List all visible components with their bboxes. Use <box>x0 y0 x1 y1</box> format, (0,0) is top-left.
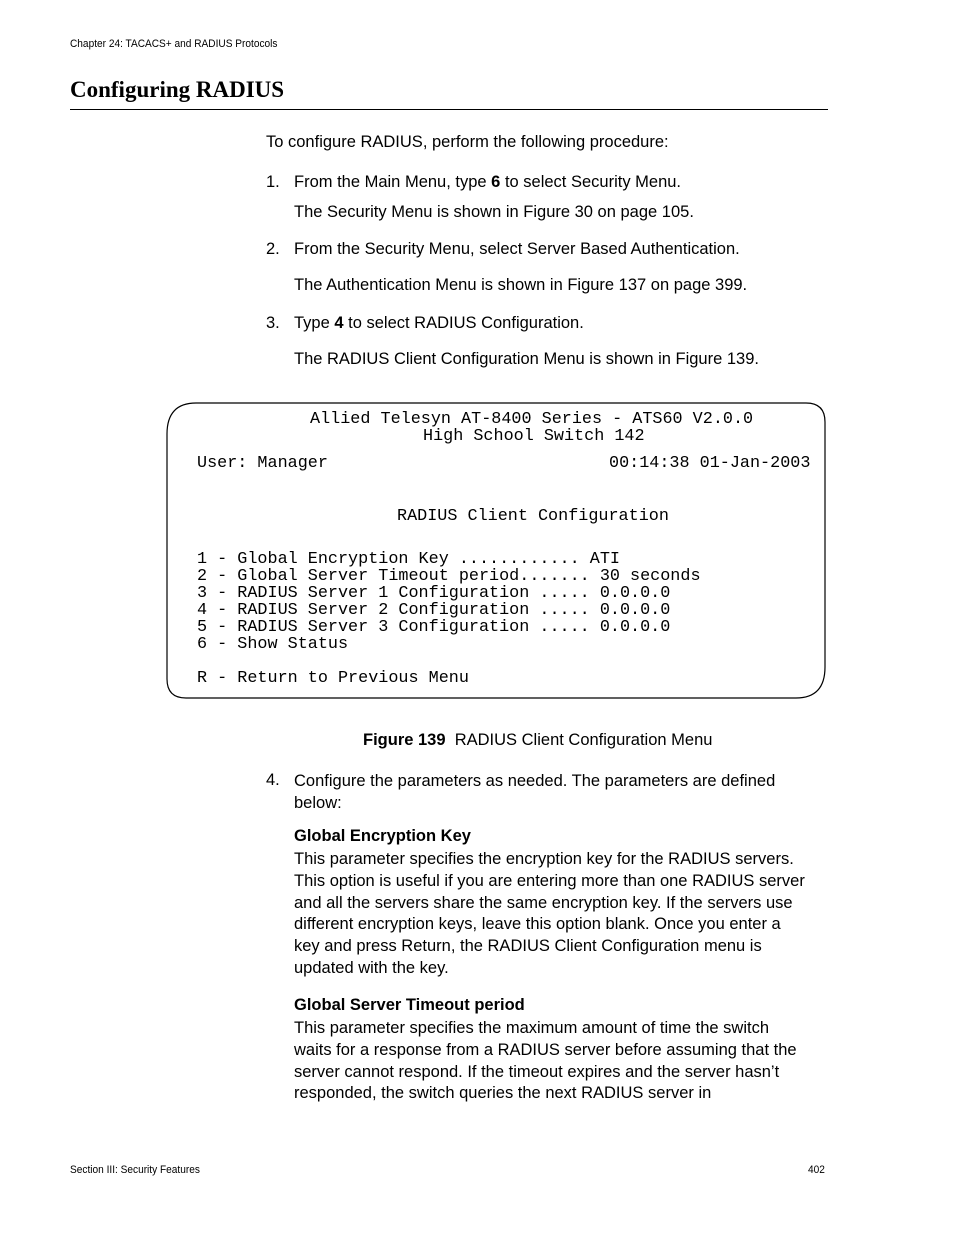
figure-label: Figure 139 <box>363 731 446 749</box>
step-number: 4. <box>266 771 280 789</box>
step-number: 1. <box>266 173 280 191</box>
figure-title: RADIUS Client Configuration Menu <box>454 731 713 749</box>
terminal-menu-item: 2 - Global Server Timeout period....... 30 seconds <box>197 567 701 586</box>
step-text: From the Main Menu, type 6 to select Security Menu. <box>294 173 682 191</box>
terminal-datetime: 00:14:38 01-Jan-2003 <box>609 454 811 473</box>
intro-text: To configure RADIUS, perform the following procedure: <box>266 133 669 151</box>
param-description: This parameter specifies the maximum amount of time the switch waits for a response from a RADIUS server before assuming that the server cannot respond. If the timeout expires and the server hasn’t responded, the switch queries the next RADIUS server in <box>294 1019 797 1103</box>
title-rule <box>70 109 828 110</box>
section-title: Configuring RADIUS <box>70 77 285 102</box>
footer-section: Section III: Security Features <box>70 1164 200 1176</box>
param-name: Global Server Timeout period <box>294 996 525 1014</box>
terminal-return-item: R - Return to Previous Menu <box>197 669 469 688</box>
terminal-user: User: Manager <box>197 454 328 473</box>
step-note: The Authentication Menu is shown in Figure 137 on page 399. <box>294 276 748 294</box>
step-number: 2. <box>266 240 280 258</box>
running-header: Chapter 24: TACACS+ and RADIUS Protocols <box>70 38 278 50</box>
terminal-menu-item: 4 - RADIUS Server 2 Configuration ..... 0.0.0.0 <box>197 601 671 620</box>
terminal-menu-item: 3 - RADIUS Server 1 Configuration ..... 0.0.0.0 <box>197 584 671 603</box>
terminal-screen <box>166 402 826 699</box>
step-note: The Security Menu is shown in Figure 30 on page 105. <box>294 203 694 221</box>
param-name: Global Encryption Key <box>294 827 471 845</box>
step-note: The RADIUS Client Configuration Menu is shown in Figure 139. <box>294 350 759 368</box>
page-number: 402 <box>808 1164 825 1176</box>
terminal-switch-name: High School Switch 142 <box>423 427 645 446</box>
step-text: From the Security Menu, select Server Based Authentication. <box>294 240 740 258</box>
terminal-menu-item: 1 - Global Encryption Key ............ ATI <box>197 550 620 569</box>
figure-caption <box>363 731 712 750</box>
terminal-banner: Allied Telesyn AT-8400 Series - ATS60 V2.0.0 <box>310 410 754 429</box>
step-number: 3. <box>266 314 280 332</box>
terminal-menu-item: 5 - RADIUS Server 3 Configuration ..... 0.0.0.0 <box>197 618 671 637</box>
step-text: Type 4 to select RADIUS Configuration. <box>294 314 584 332</box>
step-text: Configure the parameters as needed. The parameters are defined below: <box>294 772 776 812</box>
terminal-menu-item: 6 - Show Status <box>197 635 349 654</box>
param-description: This parameter specifies the encryption key for the RADIUS servers. This option is useful if you are entering more than one RADIUS server and all the servers share the same encryption key. If the servers use different encryption keys, leave this option blank. Once you enter a key and press Return, the RADIUS Client Configuration menu is updated with the key. <box>294 850 805 977</box>
terminal-menu-title: RADIUS Client Configuration <box>397 507 669 526</box>
